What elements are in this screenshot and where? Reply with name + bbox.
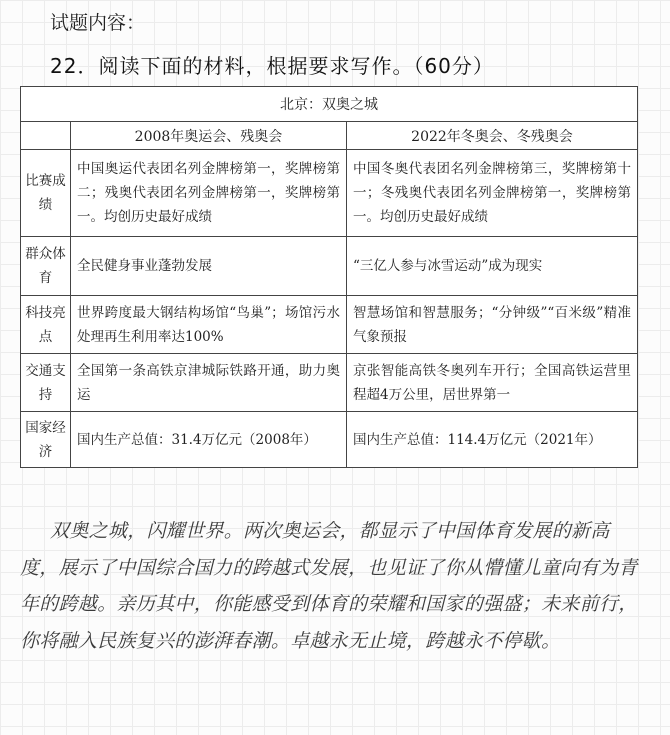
cell-2008-technology: 世界跨度最大钢结构场馆“鸟巢”；场馆污水处理再生利用率达100%: [71, 296, 347, 354]
column-header-2008: 2008年奥运会、残奥会: [71, 122, 347, 150]
table-title: 北京：双奥之城: [21, 87, 638, 122]
passage-text: 双奥之城，闪耀世界。两次奥运会，都显示了中国体育发展的新高度，展示了中国综合国力的跨越式发展，也见证了你从懵懂儿童向有为青年的跨越。亲历其中，你能感受到体育的荣耀和国家的强盛；未来前行，你将融入民族复兴的澎湃春潮。卓越永无止境，跨越永不停歇。: [20, 520, 638, 652]
cell-2008-mass-sports: 全民健身事业蓬勃发展: [71, 237, 347, 296]
row-head-economy: 国家经济: [21, 412, 71, 468]
cell-2008-economy: 国内生产总值：31.4万亿元（2008年）: [71, 412, 347, 468]
table-row: [21, 237, 638, 296]
cell-2022-mass-sports: “三亿人参与冰雪运动”成为现实: [347, 237, 638, 296]
table-row: [21, 150, 638, 237]
table-row: [21, 354, 638, 412]
question-title: 22．阅读下面的材料，根据要求写作。（60分）: [50, 54, 494, 78]
row-head-transport: 交通支持: [21, 354, 71, 412]
corner-cell: [21, 122, 71, 150]
cell-2022-sports: 中国冬奥代表团名列金牌榜第三，奖牌榜第十一；冬残奥代表团名列金牌榜第一，奖牌榜第一。均创历史最好成绩: [347, 150, 638, 237]
cell-2008-sports: 中国奥运代表团名列金牌榜第一，奖牌榜第二；残奥代表团名列金牌榜第一，奖牌榜第一。均创历史最好成绩: [71, 150, 347, 237]
table-row: [21, 412, 638, 468]
material-table: [20, 86, 638, 468]
cell-2022-economy: 国内生产总值：114.4万亿元（2021年）: [347, 412, 638, 468]
cell-2022-technology: 智慧场馆和智慧服务；“分钟级”“百米级”精准气象预报: [347, 296, 638, 354]
material-passage: [20, 513, 645, 659]
row-head-mass-sports: 群众体育: [21, 237, 71, 296]
row-head-sports: 比赛成绩: [21, 150, 71, 237]
cell-2008-transport: 全国第一条高铁京津城际铁路开通，助力奥运: [71, 354, 347, 412]
table-row: [21, 296, 638, 354]
cell-2022-transport: 京张智能高铁冬奥列车开行；全国高铁运营里程超4万公里，居世界第一: [347, 354, 638, 412]
section-label: 试题内容：: [50, 12, 146, 34]
row-head-technology: 科技亮点: [21, 296, 71, 354]
column-header-2022: 2022年冬奥会、冬残奥会: [347, 122, 638, 150]
